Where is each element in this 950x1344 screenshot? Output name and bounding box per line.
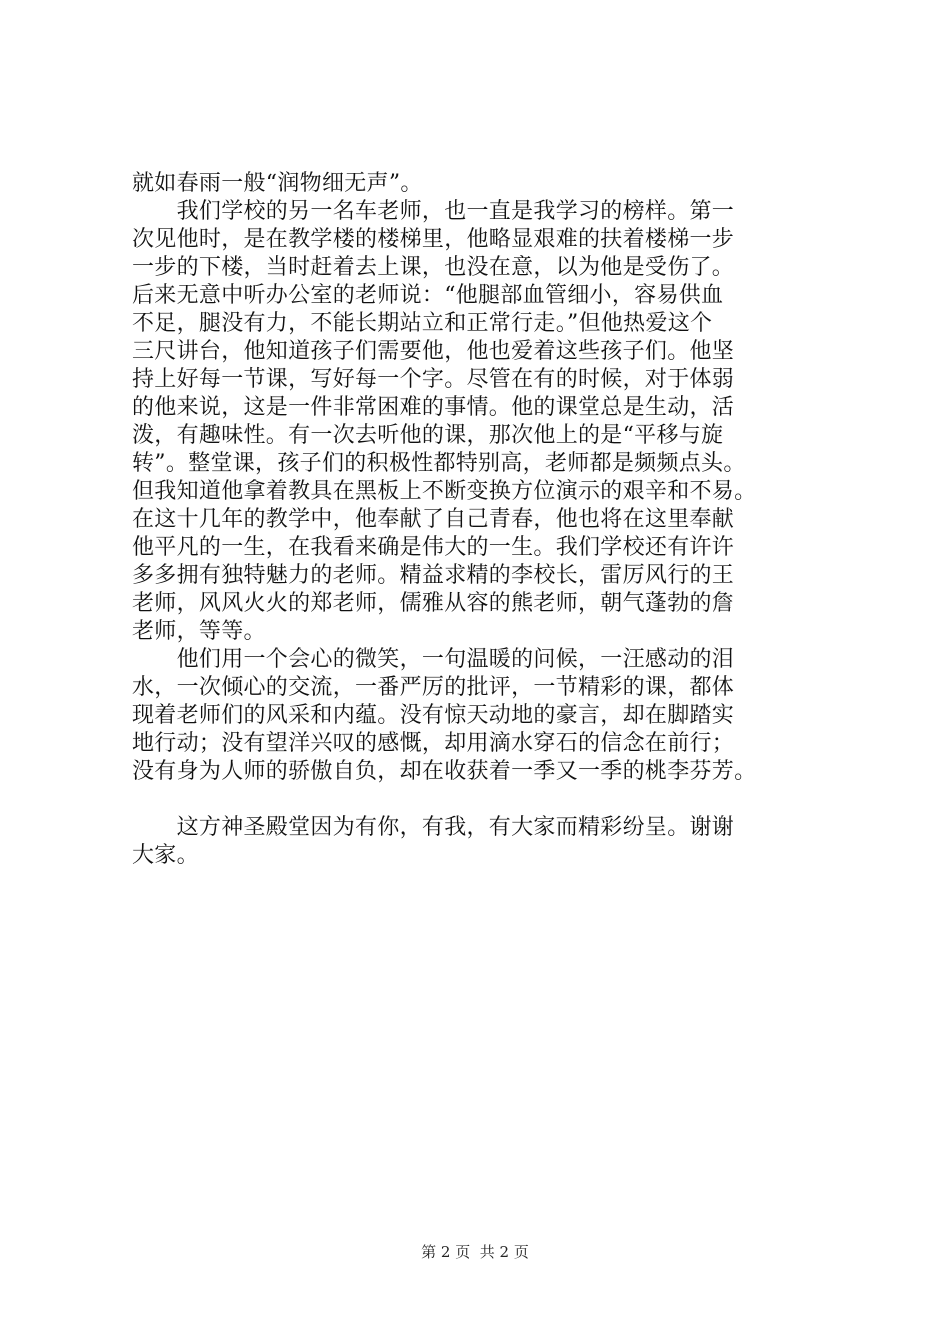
text-line: 老师，等等。 xyxy=(132,619,266,644)
text-line: 三尺讲台，他知道孩子们需要他，他也爱着这些孩子们。他坚 xyxy=(132,339,735,364)
text-line: 水，一次倾心的交流，一番严厉的批评，一节精彩的课，都体 xyxy=(132,675,735,700)
paragraph-gap xyxy=(132,786,842,814)
text-line: 地行动；没有望洋兴叹的感慨，却用滴水穿石的信念在前行； xyxy=(132,731,735,756)
text-line: 现着老师们的风采和内蕴。没有惊天动地的豪言，却在脚踏实 xyxy=(132,703,735,728)
text-line: 这方神圣殿堂因为有你，有我，有大家而精彩纷呈。谢谢 xyxy=(132,815,735,840)
text-line: 在这十几年的教学中，他奉献了自己青春，他也将在这里奉献 xyxy=(132,507,735,532)
body-text xyxy=(132,170,842,870)
text-line: 但我知道他拿着教具在黑板上不断变换方位演示的艰辛和不易。 xyxy=(132,479,757,504)
text-line: 没有身为人师的骄傲自负，却在收获着一季又一季的桃李芬芳。 xyxy=(132,759,757,784)
text-line: 多多拥有独特魅力的老师。精益求精的李校长，雷厉风行的王 xyxy=(132,563,735,588)
text-line: 不足，腿没有力，不能长期站立和正常行走。”但他热爱这个 xyxy=(132,311,713,336)
text-line: 泼，有趣味性。有一次去听他的课，那次他上的是“平移与旋 xyxy=(132,423,724,448)
text-line: 的他来说，这是一件非常困难的事情。他的课堂总是生动，活 xyxy=(132,395,735,420)
text-line: 转”。整堂课，孩子们的积极性都特别高，老师都是频频点头。 xyxy=(132,451,746,476)
text-line: 持上好每一节课，写好每一个字。尽管在有的时候，对于体弱 xyxy=(132,367,735,392)
text-line: 后来无意中听办公室的老师说：“他腿部血管细小，容易供血 xyxy=(132,283,724,308)
text-line: 一步的下楼，当时赶着去上课，也没在意，以为他是受伤了。 xyxy=(132,255,735,280)
text-line: 他们用一个会心的微笑，一句温暖的问候，一汪感动的泪 xyxy=(132,647,735,672)
text-line: 大家。 xyxy=(132,843,199,868)
page-number-footer: 第 2 页 共 2 页 xyxy=(421,1243,529,1261)
text-line: 他平凡的一生，在我看来确是伟大的一生。我们学校还有许许 xyxy=(132,535,735,560)
text-line: 次见他时，是在教学楼的楼梯里，他略显艰难的扶着楼梯一步 xyxy=(132,227,735,252)
text-line: 就如春雨一般“润物细无声”。 xyxy=(132,171,423,196)
text-line: 老师，风风火火的郑老师，儒雅从容的熊老师，朝气蓬勃的詹 xyxy=(132,591,735,616)
text-line: 我们学校的另一名车老师，也一直是我学习的榜样。第一 xyxy=(132,199,735,224)
